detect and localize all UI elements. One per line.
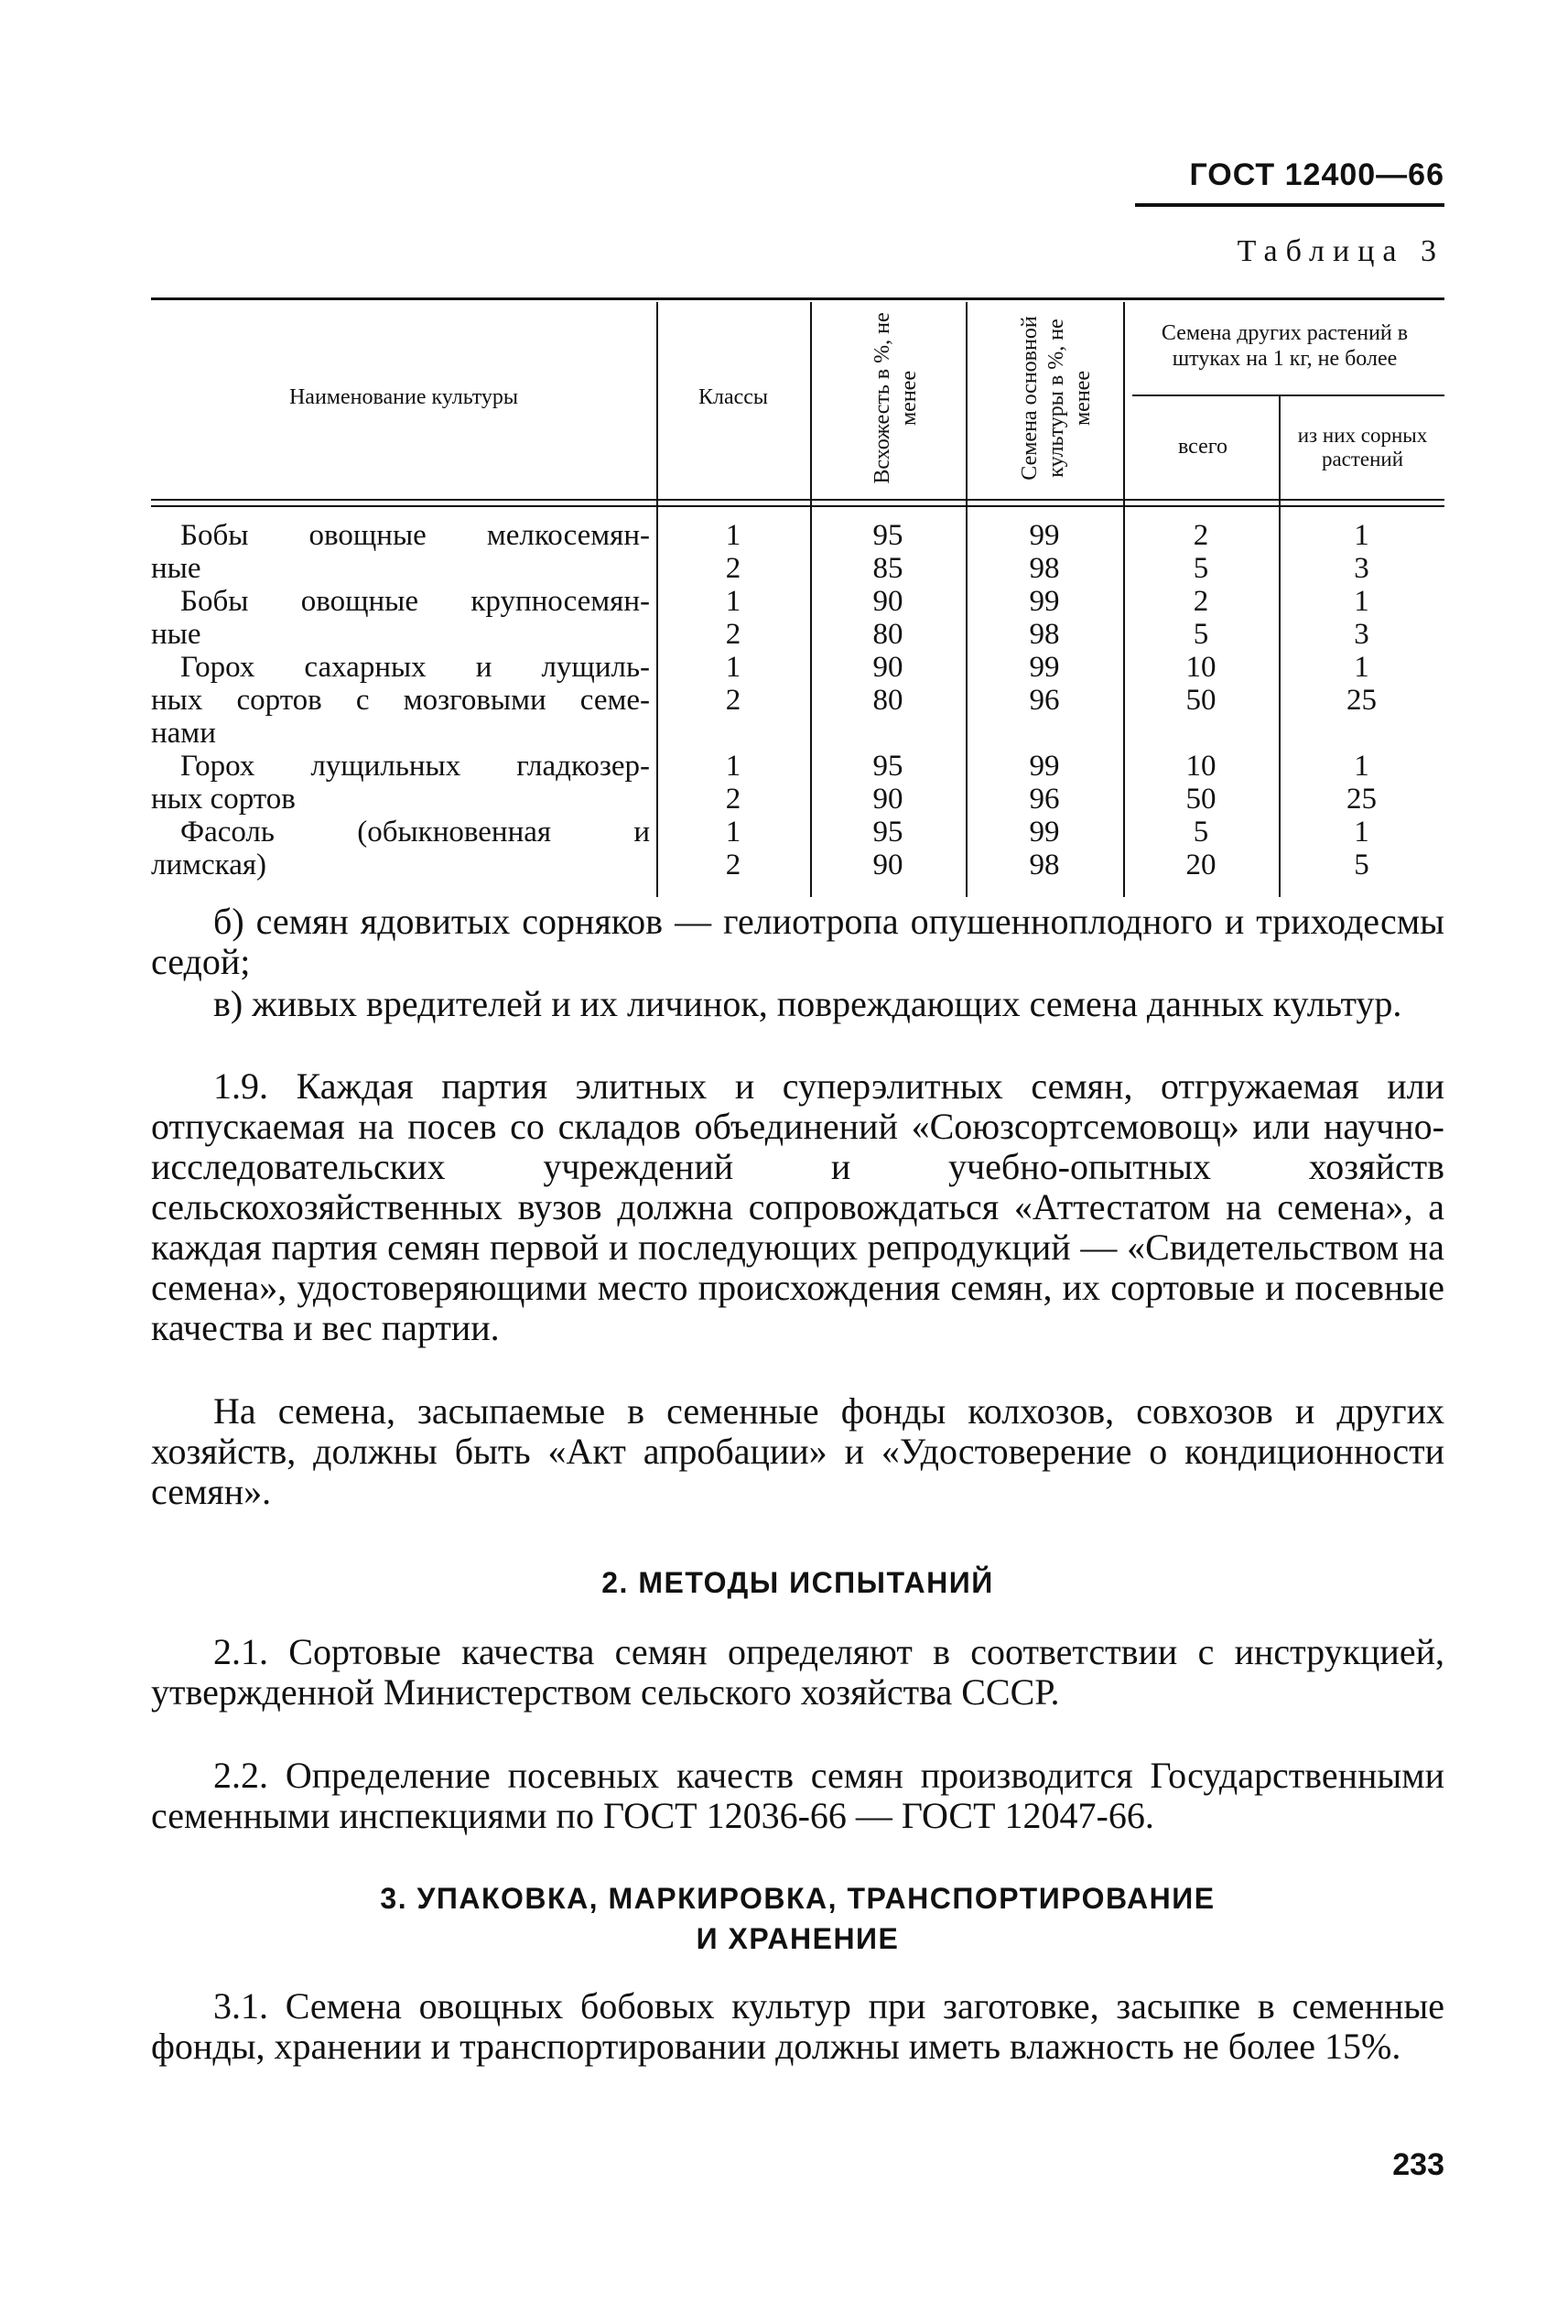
class-cell: 2 [725,849,741,881]
paragraph-b: б) семян ядовитых сорняков — гелиотропа опушенноплодного и триходесмы седой; [151,901,1444,982]
header-other-plants: Семена других растений в штуках на 1 кг, не более [1161,321,1409,371]
crop-name-line: Горох сахарных и лущиль- [180,651,650,684]
crop-name-line: нами [151,717,216,750]
crop-name-line: лимская) [151,849,267,881]
germination-cell: 95 [872,750,903,783]
paragraph-1-9: 1.9. Каждая партия элитных и суперэлитных семян, отгружаемая или отпускаемая на посев со складов объединений «Союзсортсемовощ» или научно-исследовательских учреждений и учебно-опытных хозяйств сельскохозяйственных вузов должна сопровождаться «Аттестатом на семена», а каждая партия семян первой и последующих репродукций — «Свидетельством на семена», удостоверяющими место происхождения семян, их сортовые и посевные качества и вес партии. [151,1065,1444,1348]
total-other-cell: 2 [1193,519,1209,552]
total-other-cell: 50 [1185,783,1217,816]
seed-quality-table [151,297,1444,897]
class-cell: 2 [725,552,741,585]
germination-cell: 90 [872,585,903,618]
header-bottom-rule [151,499,1444,501]
total-other-cell: 2 [1193,585,1209,618]
class-cell: 1 [725,750,741,783]
weeds-cell: 1 [1354,651,1369,684]
weeds-cell: 1 [1354,519,1369,552]
header-main-crop-seeds: Семена основной культуры в %, не менее [1018,316,1095,481]
total-other-cell: 10 [1185,651,1217,684]
total-other-cell: 50 [1185,684,1217,717]
germination-cell: 80 [872,684,903,717]
section-2-title: 2. МЕТОДЫ ИСПЫТАНИЙ [601,1566,994,1599]
weeds-cell: 25 [1346,684,1377,717]
paragraph-3-1: 3.1. Семена овощных бобовых культур при заготовке, засыпке в семенные фонды, хранении и транспортировании должны иметь влажность не более 15%. [151,1985,1444,2067]
header-name: Наименование культуры [288,385,519,410]
crop-name-line: ные [151,552,201,585]
header-weeds: из них сорных растений [1297,423,1428,470]
class-cell: 1 [725,585,741,618]
crop-name-line: ных сортов с мозговыми семе- [151,684,650,717]
germination-cell: 90 [872,651,903,684]
main-crop-cell: 98 [1029,618,1060,651]
crop-name-line: Бобы овощные мелкосемян- [180,519,650,552]
total-other-cell: 5 [1193,618,1209,651]
page-number: 233 [1392,2147,1444,2182]
crop-name-line: Горох лущильных гладкозер- [180,750,650,783]
total-other-cell: 10 [1185,750,1217,783]
main-crop-cell: 99 [1029,585,1060,618]
total-other-cell: 5 [1193,552,1209,585]
weeds-cell: 1 [1354,750,1369,783]
section-3-title-line-2: И ХРАНЕНИЕ [696,1922,900,1955]
section-3-title-line-1: 3. УПАКОВКА, МАРКИРОВКА, ТРАНСПОРТИРОВАНИЕ [380,1882,1216,1915]
weeds-cell: 1 [1354,585,1369,618]
main-crop-cell: 99 [1029,519,1060,552]
paragraph-v: в) живых вредителей и их личинок, повреждающих семена данных культур. [213,983,1402,1024]
weeds-cell: 3 [1354,552,1369,585]
main-crop-cell: 98 [1029,849,1060,881]
main-crop-cell: 98 [1029,552,1060,585]
total-other-cell: 20 [1185,849,1217,881]
class-cell: 1 [725,651,741,684]
class-cell: 1 [725,816,741,849]
header-germination: Всхожесть в %, не менее [871,312,921,484]
main-crop-cell: 99 [1029,651,1060,684]
header-classes: Классы [697,385,769,410]
germination-cell: 80 [872,618,903,651]
class-cell: 2 [725,783,741,816]
total-other-cell: 5 [1193,816,1209,849]
header-total: всего [1177,435,1228,459]
weeds-cell: 25 [1346,783,1377,816]
main-crop-cell: 96 [1029,684,1060,717]
weeds-cell: 5 [1354,849,1369,881]
class-cell: 1 [725,519,741,552]
weeds-cell: 3 [1354,618,1369,651]
paragraph-seed-funds: На семена, засыпаемые в семенные фонды колхозов, совхозов и других хозяйств, должны быть «Акт апробации» и «Удостоверение о кондиционности семян». [151,1390,1444,1512]
header-rule [1135,203,1444,207]
germination-cell: 95 [872,816,903,849]
crop-name-line: Бобы овощные крупносемян- [180,585,650,618]
germination-cell: 85 [872,552,903,585]
main-crop-cell: 99 [1029,750,1060,783]
paragraph-2-1: 2.1. Сортовые качества семян определяют в соответствии с инструкцией, утвержденной Министерством сельского хозяйства СССР. [151,1631,1444,1713]
header-bottom-rule-2 [151,505,1444,507]
class-cell: 2 [725,618,741,651]
germination-cell: 90 [872,783,903,816]
crop-name-line: ных сортов [151,783,296,816]
main-crop-cell: 99 [1029,816,1060,849]
class-cell: 2 [725,684,741,717]
standard-code: ГОСТ 12400—66 [1189,157,1444,192]
crop-name-line: ные [151,618,201,651]
table-caption: Таблица 3 [1237,234,1444,268]
germination-cell: 90 [872,849,903,881]
weeds-cell: 1 [1354,816,1369,849]
paragraph-2-2: 2.2. Определение посевных качеств семян производится Государственными семенными инспекциями по ГОСТ 12036-66 — ГОСТ 12047-66. [151,1755,1444,1836]
main-crop-cell: 96 [1029,783,1060,816]
crop-name-line: Фасоль (обыкновенная и [180,816,650,849]
germination-cell: 95 [872,519,903,552]
